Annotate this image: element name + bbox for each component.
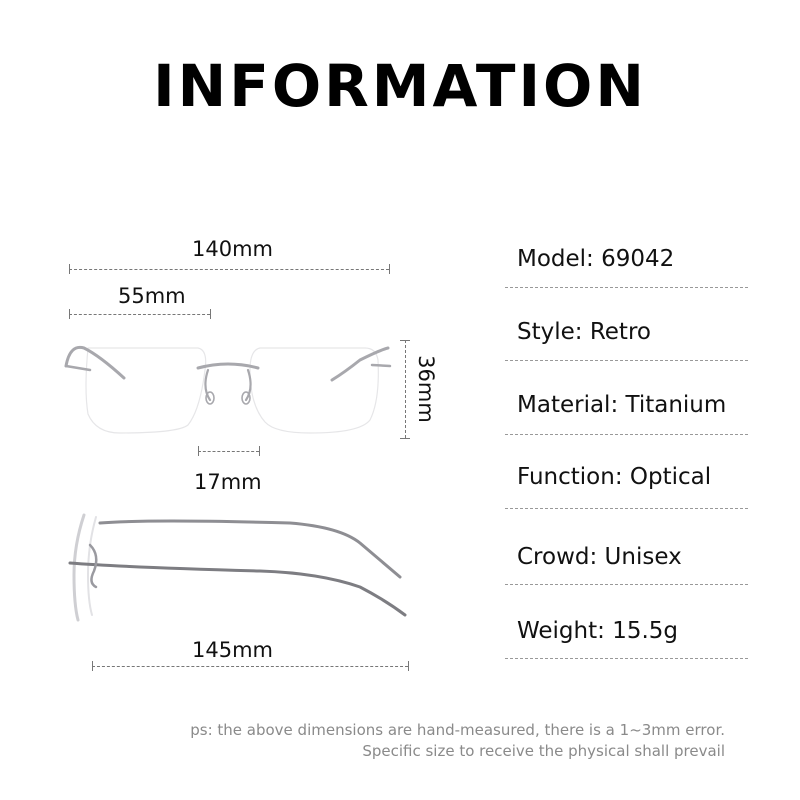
lens-width-tick-right (210, 309, 211, 319)
spec-divider (505, 360, 748, 361)
glasses-front-view (60, 330, 460, 450)
lens-height-line (405, 340, 406, 438)
lens-edge-front (74, 515, 84, 620)
spec-divider (505, 434, 748, 435)
lens-height-tick-bottom (400, 438, 410, 439)
lens-height-label: 36mm (413, 355, 438, 423)
spec-divider (505, 584, 748, 585)
spec-weight: Weight: 15.5g (517, 618, 678, 644)
temple-length-label: 145mm (192, 638, 273, 662)
bridge-width-tick-left (198, 446, 199, 456)
bridge-width-tick-right (259, 446, 260, 456)
footnote-line-2: Specific size to receive the physical shall prevail (362, 742, 725, 760)
total-width-tick-left (69, 264, 70, 274)
spec-divider (505, 508, 748, 509)
temple-right (332, 348, 388, 380)
temple-left (66, 347, 124, 378)
bridge-width-label: 17mm (194, 470, 262, 494)
temple-length-tick-right (408, 661, 409, 671)
spec-material: Material: Titanium (517, 392, 727, 418)
glasses-side-view (60, 505, 420, 635)
total-width-tick-right (389, 264, 390, 274)
spec-divider (505, 658, 748, 659)
lens-width-tick-left (69, 309, 70, 319)
lens-width-line (69, 314, 210, 315)
footnote-line-1: ps: the above dimensions are hand-measured, there is a 1~3mm error. (190, 721, 725, 739)
temple-length-tick-left (92, 661, 93, 671)
spec-style: Style: Retro (517, 319, 651, 345)
spec-model: Model: 69042 (517, 246, 675, 272)
side-temple-lower (70, 563, 405, 615)
temple-length-line (92, 666, 408, 667)
bridge-width-line (198, 451, 259, 452)
spec-divider (505, 287, 748, 288)
spec-function: Function: Optical (517, 464, 712, 490)
total-width-line (69, 269, 389, 270)
frame-front (66, 347, 390, 433)
bridge (198, 364, 258, 368)
spec-crowd: Crowd: Unisex (517, 544, 682, 570)
page-title: INFORMATION (153, 52, 647, 120)
frame-side (70, 515, 405, 620)
lens-width-label: 55mm (118, 284, 186, 308)
lens-height-tick-top (400, 340, 410, 341)
temple-right-end (372, 365, 390, 366)
total-width-label: 140mm (192, 237, 273, 261)
